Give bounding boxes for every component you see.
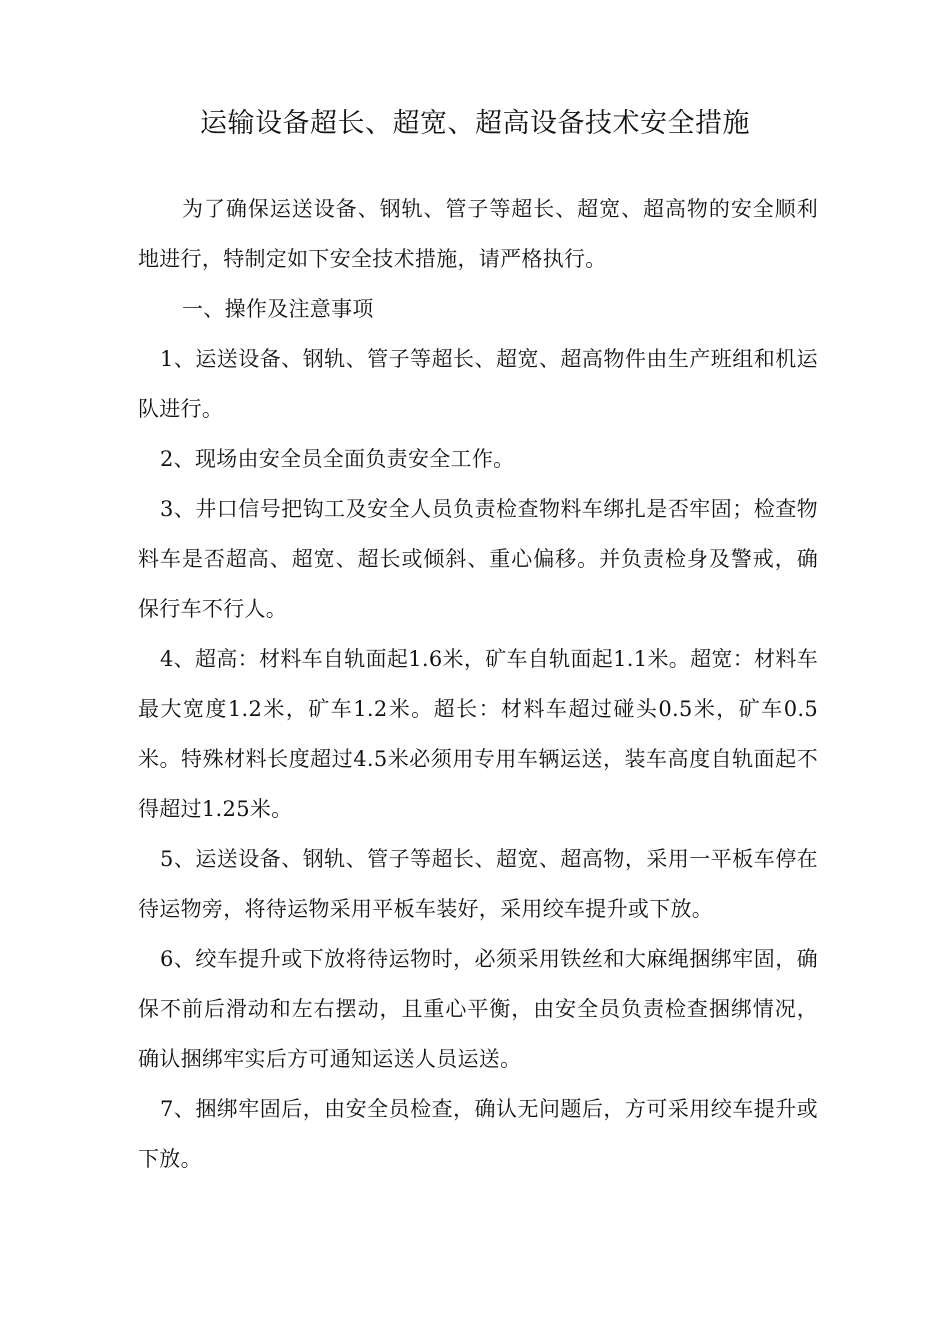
document-title: 运输设备超长、超宽、超高设备技术安全措施 bbox=[200, 108, 750, 139]
list-item: 3、井口信号把钩工及安全人员负责检查物料车绑扎是否牢固；检查物料车是否超高、超宽、超长或倾斜、重心偏移。并负责检身及警戒，确保行车不行人。 bbox=[138, 497, 818, 621]
list-item: 6、绞车提升或下放将待运物时，必须采用铁丝和大麻绳捆绑牢固，确保不前后滑动和左右摆动，且重心平衡，由安全员负责检查捆绑情况，确认捆绑牢实后方可通知运送人员运送。 bbox=[138, 947, 818, 1071]
intro-paragraph: 为了确保运送设备、钢轨、管子等超长、超宽、超高物的安全顺利地进行，特制定如下安全技术措施，请严格执行。 bbox=[138, 197, 818, 271]
list-item: 7、捆绑牢固后，由安全员检查，确认无问题后，方可采用绞车提升或下放。 bbox=[138, 1097, 818, 1171]
list-item: 5、运送设备、钢轨、管子等超长、超宽、超高物，采用一平板车停在待运物旁，将待运物采用平板车装好，采用绞车提升或下放。 bbox=[138, 847, 818, 921]
document-body bbox=[138, 184, 818, 1184]
list-item: 1、运送设备、钢轨、管子等超长、超宽、超高物件由生产班组和机运队进行。 bbox=[138, 347, 818, 421]
list-item: 2、现场由安全员全面负责安全工作。 bbox=[160, 447, 515, 471]
section-heading: 一、操作及注意事项 bbox=[182, 297, 374, 321]
list-item: 4、超高：材料车自轨面起1.6米，矿车自轨面起1.1米。超宽：材料车最大宽度1.2米，矿车1.2米。超长：材料车超过碰头0.5米，矿车0.5米。特殊材料长度超过4.5米必须用专用车辆运送，装车高度自轨面起不得超过1.25米。 bbox=[138, 647, 818, 821]
